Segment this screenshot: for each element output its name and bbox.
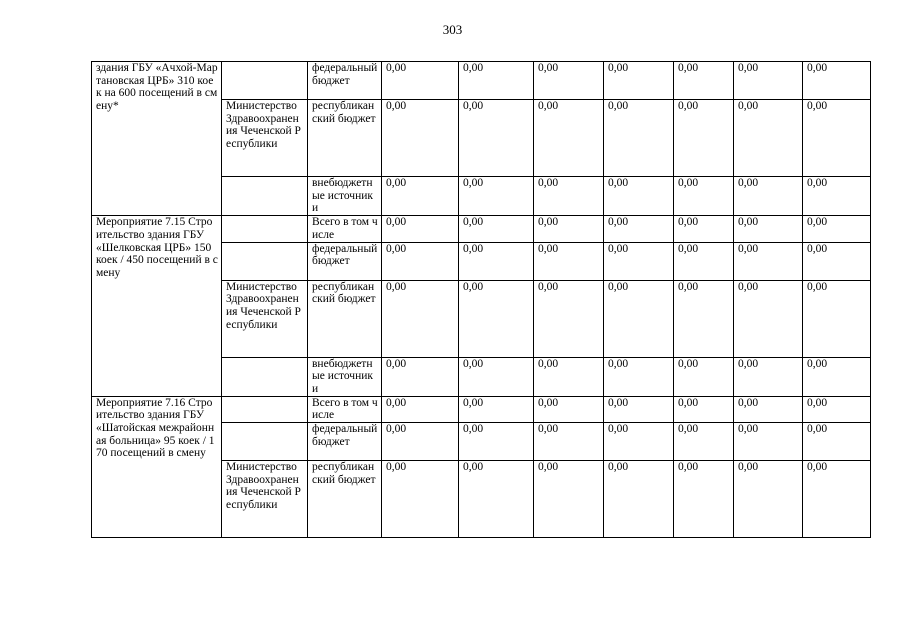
value-cell: 0,00	[674, 177, 734, 216]
value-cell: 0,00	[803, 100, 871, 177]
source-cell: федеральный бюджет	[308, 423, 382, 461]
value-cell: 0,00	[382, 280, 459, 357]
value-cell: 0,00	[604, 216, 674, 242]
value-cell: 0,00	[459, 461, 534, 538]
value-cell: 0,00	[382, 62, 459, 100]
value-cell: 0,00	[382, 242, 459, 280]
executor-cell	[222, 242, 308, 280]
value-cell: 0,00	[534, 396, 604, 422]
value-cell: 0,00	[459, 177, 534, 216]
value-cell: 0,00	[803, 177, 871, 216]
value-cell: 0,00	[604, 62, 674, 100]
table-row	[92, 216, 871, 242]
value-cell: 0,00	[459, 216, 534, 242]
value-cell: 0,00	[674, 461, 734, 538]
source-cell: федеральный бюджет	[308, 62, 382, 100]
value-cell: 0,00	[459, 62, 534, 100]
source-cell: Всего в том числе	[308, 216, 382, 242]
value-cell: 0,00	[674, 216, 734, 242]
value-cell: 0,00	[803, 396, 871, 422]
value-cell: 0,00	[674, 62, 734, 100]
value-cell: 0,00	[674, 423, 734, 461]
executor-cell	[222, 396, 308, 422]
event-cell: Мероприятие 7.16 Строительство здания ГБУ «Шатойская межрайонная больница» 95 коек / 170 посещений в смену	[92, 396, 222, 537]
value-cell: 0,00	[534, 461, 604, 538]
value-cell: 0,00	[734, 357, 803, 396]
value-cell: 0,00	[459, 396, 534, 422]
source-cell: внебюджетные источники	[308, 177, 382, 216]
value-cell: 0,00	[734, 280, 803, 357]
executor-cell: Министерство Здравоохранения Чеченской Республики	[222, 461, 308, 538]
executor-cell	[222, 177, 308, 216]
source-cell: Всего в том числе	[308, 396, 382, 422]
value-cell: 0,00	[734, 396, 803, 422]
value-cell: 0,00	[382, 100, 459, 177]
value-cell: 0,00	[803, 280, 871, 357]
value-cell: 0,00	[382, 461, 459, 538]
event-cell: здания ГБУ «Ачхой-Мартановская ЦРБ» 310 коек на 600 посещений в смену*	[92, 62, 222, 216]
table-row	[92, 62, 871, 100]
event-cell: Мероприятие 7.15 Строительство здания ГБУ «Шелковская ЦРБ» 150 коек / 450 посещений в смену	[92, 216, 222, 397]
page-number: 303	[442, 22, 463, 37]
value-cell: 0,00	[604, 396, 674, 422]
value-cell: 0,00	[534, 280, 604, 357]
value-cell: 0,00	[734, 216, 803, 242]
executor-cell	[222, 357, 308, 396]
source-cell: внебюджетные источники	[308, 357, 382, 396]
value-cell: 0,00	[459, 357, 534, 396]
value-cell: 0,00	[674, 280, 734, 357]
value-cell: 0,00	[734, 62, 803, 100]
value-cell: 0,00	[382, 396, 459, 422]
value-cell: 0,00	[803, 216, 871, 242]
value-cell: 0,00	[674, 100, 734, 177]
value-cell: 0,00	[534, 100, 604, 177]
source-cell: федеральный бюджет	[308, 242, 382, 280]
executor-cell: Министерство Здравоохранения Чеченской Республики	[222, 100, 308, 177]
value-cell: 0,00	[534, 62, 604, 100]
value-cell: 0,00	[382, 423, 459, 461]
budget-table	[91, 61, 871, 538]
executor-cell	[222, 423, 308, 461]
value-cell: 0,00	[803, 62, 871, 100]
value-cell: 0,00	[604, 242, 674, 280]
source-cell: республиканский бюджет	[308, 100, 382, 177]
value-cell: 0,00	[382, 177, 459, 216]
value-cell: 0,00	[459, 423, 534, 461]
value-cell: 0,00	[674, 242, 734, 280]
value-cell: 0,00	[534, 357, 604, 396]
source-cell: республиканский бюджет	[308, 280, 382, 357]
value-cell: 0,00	[674, 357, 734, 396]
value-cell: 0,00	[803, 242, 871, 280]
value-cell: 0,00	[803, 423, 871, 461]
value-cell: 0,00	[534, 242, 604, 280]
value-cell: 0,00	[534, 216, 604, 242]
value-cell: 0,00	[534, 423, 604, 461]
executor-cell	[222, 216, 308, 242]
executor-cell: Министерство Здравоохранения Чеченской Республики	[222, 280, 308, 357]
value-cell: 0,00	[734, 423, 803, 461]
value-cell: 0,00	[803, 461, 871, 538]
value-cell: 0,00	[382, 216, 459, 242]
value-cell: 0,00	[604, 357, 674, 396]
value-cell: 0,00	[604, 280, 674, 357]
value-cell: 0,00	[604, 100, 674, 177]
value-cell: 0,00	[604, 461, 674, 538]
executor-cell	[222, 62, 308, 100]
value-cell: 0,00	[734, 461, 803, 538]
value-cell: 0,00	[459, 100, 534, 177]
value-cell: 0,00	[803, 357, 871, 396]
value-cell: 0,00	[604, 177, 674, 216]
value-cell: 0,00	[734, 242, 803, 280]
value-cell: 0,00	[534, 177, 604, 216]
value-cell: 0,00	[459, 280, 534, 357]
value-cell: 0,00	[734, 100, 803, 177]
source-cell: республиканский бюджет	[308, 461, 382, 538]
value-cell: 0,00	[604, 423, 674, 461]
table-row	[92, 396, 871, 422]
value-cell: 0,00	[674, 396, 734, 422]
value-cell: 0,00	[734, 177, 803, 216]
value-cell: 0,00	[459, 242, 534, 280]
value-cell: 0,00	[382, 357, 459, 396]
